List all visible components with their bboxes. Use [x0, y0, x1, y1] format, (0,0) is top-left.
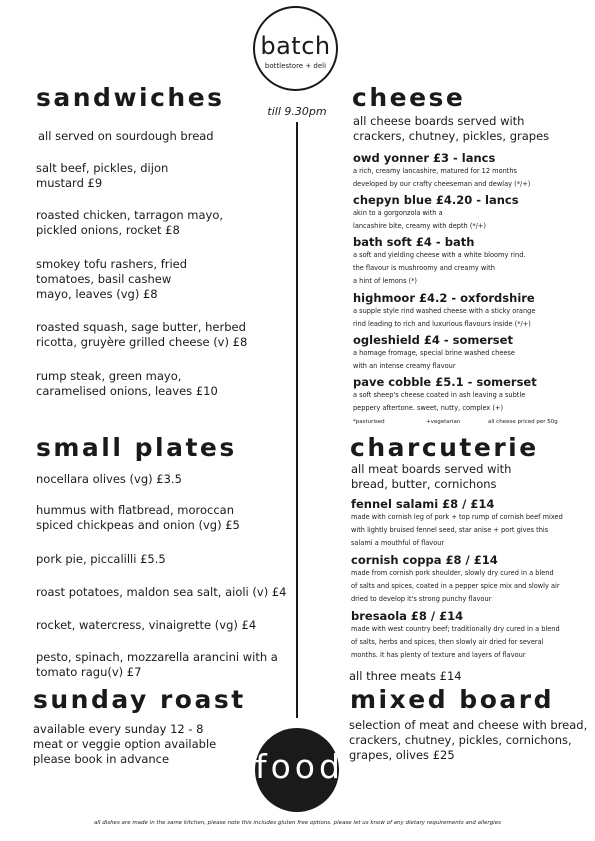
charcuterie-item: fennel salami £8 / £14 made with cornish leg of pork + top rump of cornish beef mixed with lightly bruised fennel seed, star anise + port gives this salami a mouthful of flavour: [351, 497, 563, 547]
opening-hours: till 9.30pm: [267, 105, 327, 118]
charcuterie-item: bresaola £8 / £14 made with west country beef; traditionally dry cured in a blend of salts, herbs and spices, then slowly air dried for several months. it has plenty of texture and layers of flavour: [351, 609, 560, 659]
sunday-roast-details: available every sunday 12 - 8 meat or veggie option available please book in advance: [33, 722, 217, 766]
logo-name: batch: [260, 32, 331, 60]
center-divider: [296, 122, 298, 718]
food-badge-text: food: [255, 747, 344, 786]
small-plate-item: hummus with flatbread, moroccan spiced chickpeas and onion (vg) £5: [36, 503, 240, 532]
section-title-mixed-board: mixed board: [350, 685, 554, 714]
sandwiches-intro: all served on sourdough bread: [38, 129, 214, 143]
cheese-item: ogleshield £4 - somerset a homage fromage, special brine washed cheese with an intense creamy flavour: [353, 333, 515, 370]
sandwich-item: roasted chicken, tarragon mayo, pickled onions, rocket £8: [36, 208, 224, 237]
cheese-item: highmoor £4.2 - oxfordshire a supple style rind washed cheese with a sticky orange rind leading to rich and luxurious flavours inside (*/+): [353, 291, 536, 328]
cheese-item: chepyn blue £4.20 - lancs akin to a gorgonzola with a lancashire bite, creamy with depth (*/+): [353, 193, 519, 230]
allergy-footer-note: all dishes are made in the same kitchen, please note this includes gluten free options. please let us know of any dietary requirements and allergies: [94, 820, 501, 826]
section-title-charcuterie: charcuterie: [350, 433, 539, 462]
small-plate-item: pesto, spinach, mozzarella arancini with a tomato ragu(v) £7: [36, 650, 278, 679]
section-title-sunday-roast: sunday roast: [33, 685, 246, 714]
charcuterie-all-three: all three meats £14: [349, 669, 462, 683]
small-plate-item: roast potatoes, maldon sea salt, aioli (v) £4: [36, 585, 287, 599]
sandwich-item: smokey tofu rashers, fried tomatoes, basil cashew mayo, leaves (vg) £8: [36, 257, 188, 301]
mixed-board-details: selection of meat and cheese with bread, crackers, chutney, pickles, cornichons, grapes, olives £25: [349, 718, 588, 762]
sandwich-item: rump steak, green mayo, caramelised onions, leaves £10: [36, 369, 218, 398]
cheese-item: bath soft £4 - bath a soft and yielding cheese with a white bloomy rind. the flavour is mushroomy and creamy with a hint of lemons (*): [353, 235, 526, 285]
cheese-legend-vegetarian: +vegetarian: [426, 419, 461, 425]
cheese-item: owd yonner £3 - lancs a rich, creamy lancashire, matured for 12 months developed by our crafty cheeseman and dewlay (*/+): [353, 151, 531, 188]
charcuterie-intro: all meat boards served with bread, butter, cornichons: [351, 462, 512, 491]
logo-subtitle: bottlestore + deli: [264, 62, 327, 70]
cheese-item: pave cobble £5.1 - somerset a soft sheep's cheese coated in ash leaving a subtle peppery aftertone. sweet, nutty, complex (+): [353, 375, 537, 412]
section-title-sandwiches: sandwiches: [36, 83, 225, 112]
charcuterie-item: cornish coppa £8 / £14 made from cornish pork shoulder, slowly dry cured in a blend of salts and spices, coated in a pepper spice mix and slowly air dried to develop it's strong punchy flavour: [351, 553, 560, 603]
small-plate-item: pork pie, piccalilli £5.5: [36, 552, 166, 566]
logo: [253, 6, 338, 91]
food-badge: [255, 728, 344, 812]
sandwich-item: roasted squash, sage butter, herbed ricotta, gruyère grilled cheese (v) £8: [36, 320, 248, 349]
section-title-cheese: cheese: [352, 83, 466, 112]
cheese-legend-pasteurised: *pasturised: [353, 419, 385, 425]
sandwich-item: salt beef, pickles, dijon mustard £9: [36, 161, 169, 190]
small-plate-item: nocellara olives (vg) £3.5: [36, 472, 182, 486]
small-plate-item: rocket, watercress, vinaigrette (vg) £4: [36, 618, 257, 632]
cheese-intro: all cheese boards served with crackers, chutney, pickles, grapes: [353, 114, 550, 143]
section-title-small-plates: small plates: [36, 433, 237, 462]
cheese-legend-pricing: all cheese priced per 50g: [488, 419, 558, 425]
